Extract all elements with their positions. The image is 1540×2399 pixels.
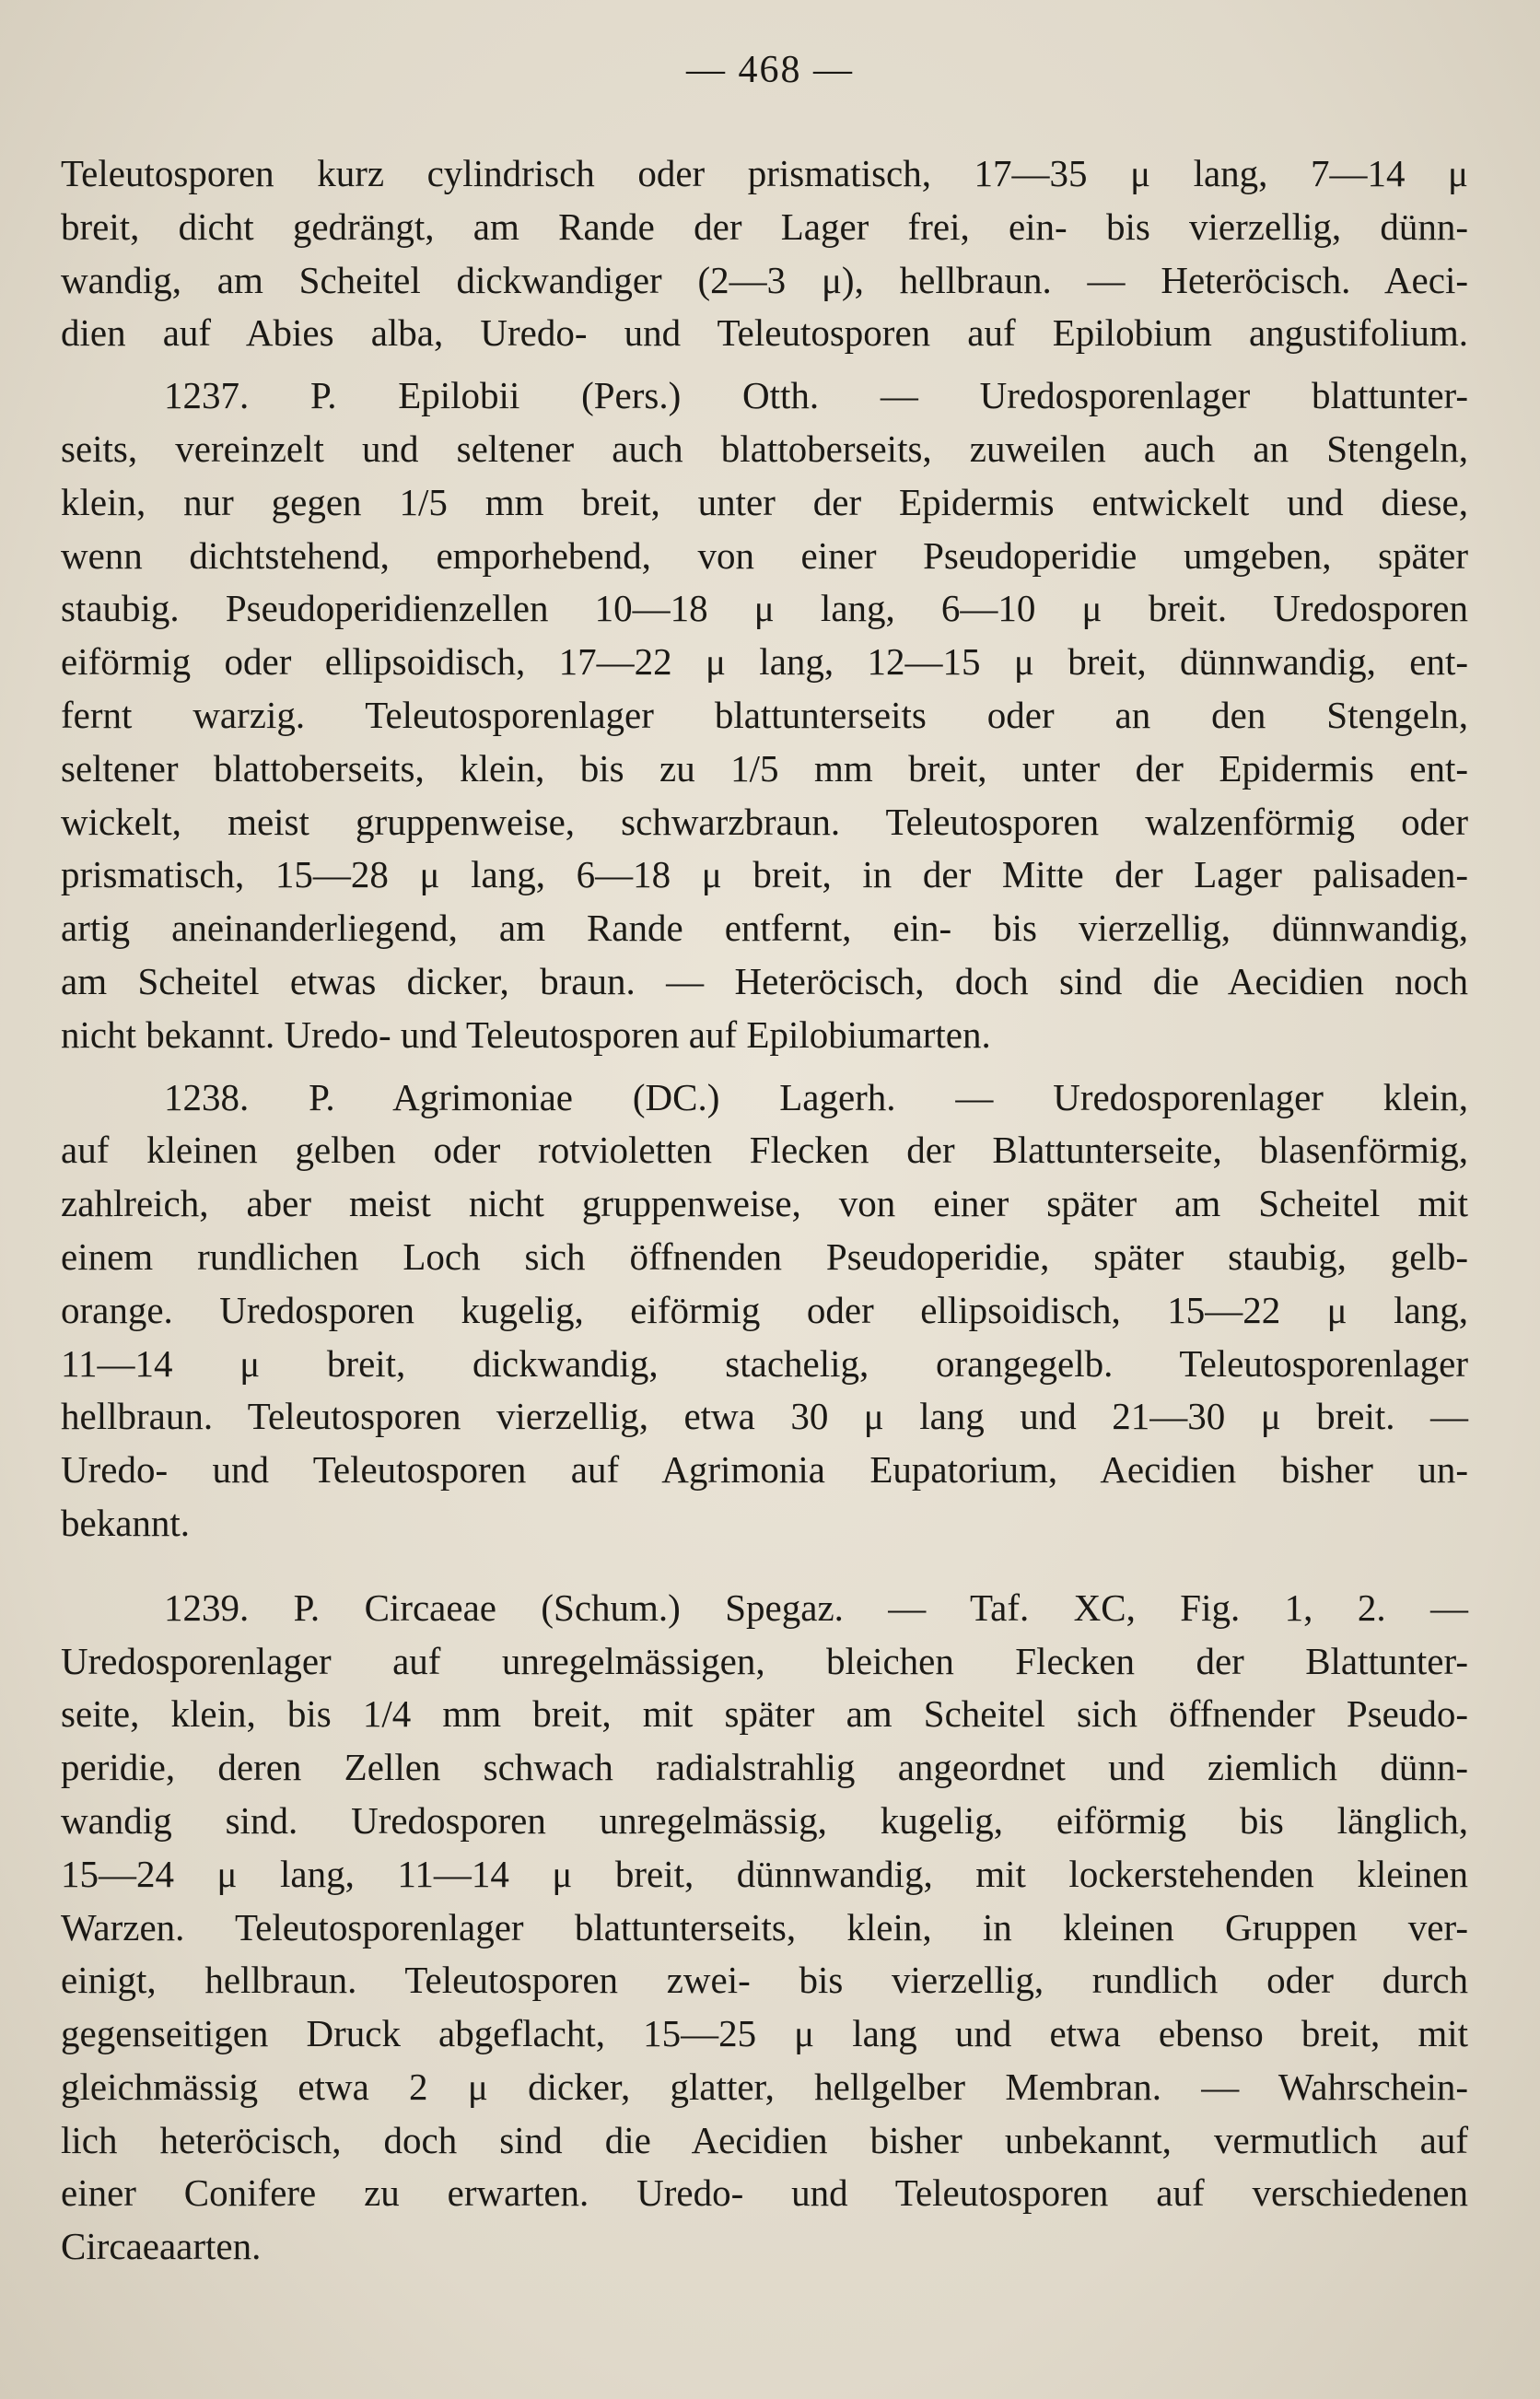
body-text [61,147,1468,2274]
text-line: eiförmig oder ellipsoidisch, 17—22 μ lang, 12—15 μ breit, dünnwandig, ent- [61,640,1468,684]
text-line: fernt warzig. Teleutosporenlager blattunterseits oder an den Stengeln, [61,693,1468,736]
text-line: wandig sind. Uredosporen unregelmässig, kugelig, eiförmig bis länglich, [61,1798,1468,1842]
text-line: 15—24 μ lang, 11—14 μ breit, dünnwandig, mit lockerstehenden kleinen [61,1852,1468,1895]
text-line: artig aneinanderliegend, am Rande entfernt, ein- bis vierzellig, dünnwandig, [61,907,1468,950]
text-line: Circaeaarten. [61,2225,262,2268]
text-line: dien auf Abies alba, Uredo- und Teleutosporen auf Epilobium angustifolium. [61,311,1468,355]
text-line: prismatisch, 15—28 μ lang, 6—18 μ breit, in der Mitte der Lager palisaden- [61,853,1468,896]
text-line: 11—14 μ breit, dickwandig, stachelig, orangegelb. Teleutosporenlager [61,1341,1468,1385]
entry-heading-1239: 1239. P. Circaeae (Schum.) Spegaz. — Taf. XC, Fig. 1, 2. — [164,1586,1468,1629]
text-line: Warzen. Teleutosporenlager blattunterseits, klein, in kleinen Gruppen ver- [61,1905,1468,1948]
text-line: peridie, deren Zellen schwach radialstrahlig angeordnet und ziemlich dünn- [61,1746,1468,1789]
text-line: seite, klein, bis 1/4 mm breit, mit später am Scheitel sich öffnender Pseudo- [61,1692,1468,1736]
text-line: einigt, hellbraun. Teleutosporen zwei- bis vierzellig, rundlich oder durch [61,1959,1468,2002]
text-line: staubig. Pseudoperidienzellen 10—18 μ lang, 6—10 μ breit. Uredosporen [61,587,1468,630]
text-line: hellbraun. Teleutosporen vierzellig, etwa 30 μ lang und 21—30 μ breit. — [61,1395,1468,1438]
text-line: klein, nur gegen 1/5 mm breit, unter der Epidermis entwickelt und diese, [61,480,1468,523]
text-line: auf kleinen gelben oder rotvioletten Flecken der Blattunterseite, blasenförmig, [61,1129,1468,1172]
text-line: zahlreich, aber meist nicht gruppenweise, von einer später am Scheitel mit [61,1182,1468,1225]
entry-heading-1237: 1237. P. Epilobii (Pers.) Otth. — Uredosporenlager blattunter- [164,374,1468,417]
text-line: lich heteröcisch, doch sind die Aecidien bisher unbekannt, vermutlich auf [61,2118,1468,2161]
text-line: seltener blattoberseits, klein, bis zu 1/5 mm breit, unter der Epidermis ent- [61,746,1468,790]
text-line: breit, dicht gedrängt, am Rande der Lager frei, ein- bis vierzellig, dünn- [61,205,1468,248]
text-line: Uredo- und Teleutosporen auf Agrimonia Eupatorium, Aecidien bisher un- [61,1448,1468,1492]
text-line: bekannt. [61,1501,191,1544]
text-line: wickelt, meist gruppenweise, schwarzbraun. Teleutosporen walzenförmig oder [61,800,1468,843]
page-number: — 468 — [686,49,854,91]
text-line: seits, vereinzelt und seltener auch blattoberseits, zuweilen auch an Stengeln, [61,427,1468,470]
text-line: wenn dichtstehend, emporhebend, von einer Pseudoperidie umgeben, später [61,533,1468,577]
text-line: Teleutosporen kurz cylindrisch oder prismatisch, 17—35 μ lang, 7—14 μ [61,152,1468,194]
text-line: am Scheitel etwas dicker, braun. — Heteröcisch, doch sind die Aecidien noch [61,959,1468,1002]
text-line: gleichmässig etwa 2 μ dicker, glatter, hellgelber Membran. — Wahrschein- [61,2065,1468,2108]
text-line: wandig, am Scheitel dickwandiger (2—3 μ), hellbraun. — Heteröcisch. Aeci- [61,258,1468,301]
text-line: Uredosporenlager auf unregelmässigen, bleichen Flecken der Blattunter- [61,1639,1468,1682]
text-line: nicht bekannt. Uredo- und Teleutosporen auf Epilobiumarten. [61,1012,991,1056]
text-line: einem rundlichen Loch sich öffnenden Pseudoperidie, später staubig, gelb- [61,1235,1468,1278]
text-line: einer Conifere zu erwarten. Uredo- und Teleutosporen auf verschiedenen [61,2171,1468,2215]
entry-heading-1238: 1238. P. Agrimoniae (DC.) Lagerh. — Uredosporenlager klein, [164,1075,1468,1118]
text-line: orange. Uredosporen kugelig, eiförmig oder ellipsoidisch, 15—22 μ lang, [61,1288,1468,1331]
text-line: gegenseitigen Druck abgeflacht, 15—25 μ lang und etwa ebenso breit, mit [61,2012,1468,2055]
